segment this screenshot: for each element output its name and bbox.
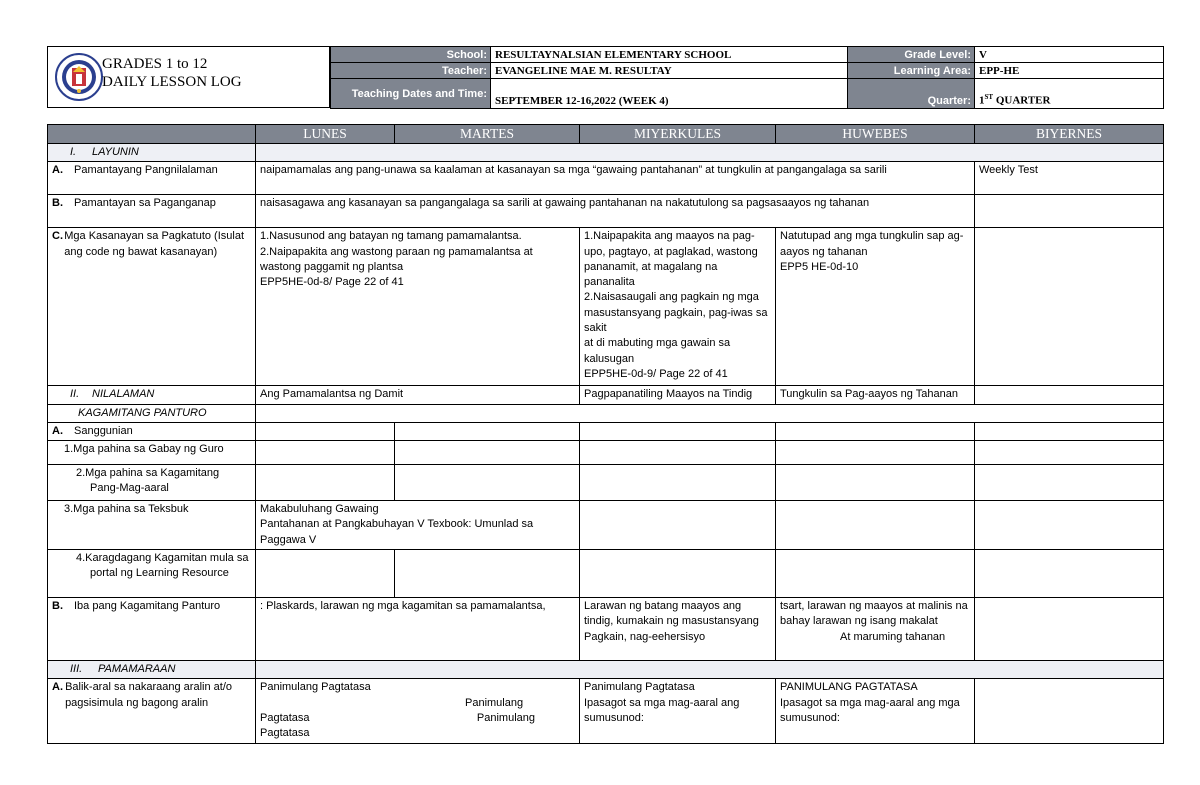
content-cell: naipamamalas ang pang-unawa sa kaalaman at kasanayan sa mga “gawaing pantahanan” at tungkulin at pangangalaga sa sarili	[256, 162, 975, 195]
dates-label: Teaching Dates and Time:	[331, 79, 491, 109]
balik-lunes-cell: Panimulang Pagtatasa Panimulang Pagtatasa Panimulang Pagtatasa	[256, 679, 580, 743]
brand-title	[102, 55, 242, 91]
row-karagdagang-kagamitan	[48, 550, 1164, 598]
lesson-log-table	[47, 124, 1164, 744]
day-header-row	[48, 125, 1164, 144]
teacher-value: EVANGELINE MAE M. RESULTAY	[491, 63, 848, 79]
row-pamantayan-sa-paganganap: B. Pamantayan sa Paganganap naisasagawa ang kasanayan sa pangangalaga sa sarili at gawaing pantahanan na nakatutulong sa pagsasaayos ng tahanan	[48, 195, 1164, 228]
school-value: RESULTAYNALSIAN ELEMENTARY SCHOOL	[491, 47, 848, 63]
section-title: NILALAMAN	[92, 388, 155, 401]
grade-value: V	[975, 47, 1164, 63]
iba-huwebes-cell: tsart, larawan ng maayos at malinis na bahay larawan ng isang makalat At maruming tahanan	[776, 598, 975, 661]
row-label: Pamantayang Pangnilalaman	[74, 164, 218, 177]
brand-box	[47, 46, 330, 108]
row-gabay-guro	[48, 441, 1164, 465]
section-pamamaraan: III. PAMAMARAAN	[48, 661, 1164, 679]
grade-label: Grade Level:	[848, 47, 975, 63]
area-label: Learning Area:	[848, 63, 975, 79]
friday-cell: Weekly Test	[975, 162, 1164, 195]
area-value: EPP-HE	[975, 63, 1164, 79]
title-line-1: GRADES 1 to 12	[102, 56, 208, 72]
content-cell: naisasagawa ang kasanayan sa pangangalaga sa sarili at gawaing pantahanan na nakatutulong sa pagsasaayos ng tahanan	[256, 195, 975, 228]
quarter-value: 1ST QUARTER	[975, 79, 1164, 109]
row-label: Pamantayan sa Paganganap	[74, 197, 216, 210]
row-kagamitang-panturo	[48, 404, 1164, 422]
row-kagamitang-mag-aaral	[48, 465, 1164, 501]
teacher-label: Teacher:	[331, 63, 491, 79]
title-line-2: DAILY LESSON LOG	[102, 74, 242, 90]
miyerkules-cell: 1.Naipapakita ang maayos na pag-upo, pagtayo, at paglakad, wastong pananamit, at magalang na pananalita 2.Naisasaugali ang pagkain ng mga masustansyang pagkain, pag-iwas sa sakit at di mabuting mga gawain sa kalusugan EPP5HE-0d-9/ Page 22 of 41	[580, 228, 776, 386]
day-huwebes: HUWEBES	[776, 125, 975, 144]
nilalaman-miyerkules: Pagpapanatiling Maayos na Tindig	[580, 386, 776, 404]
day-lunes: LUNES	[256, 125, 395, 144]
day-biyernes: BIYERNES	[975, 125, 1164, 144]
dates-value: SEPTEMBER 12-16,2022 (WEEK 4)	[491, 79, 848, 109]
iba-lunes-cell: : Plaskards, larawan ng mga kagamitan sa pamamalantsa,	[256, 598, 580, 661]
row-pamantayang-pangnilalaman: A. Pamantayang Pangnilalaman naipamamalas ang pang-unawa sa kaalaman at kasanayan sa mga “gawaing pantahanan” at tungkulin at pangangalaga sa sarili Weekly Test	[48, 162, 1164, 195]
balik-miyerkules-cell: Panimulang Pagtatasa Ipasagot sa mga mag-aaral ang sumusunod:	[580, 679, 776, 743]
section-title: KAGAMITANG PANTURO	[48, 404, 256, 422]
row-label: Sanggunian	[74, 424, 133, 437]
teksbuk-cell: Makabuluhang Gawaing Pantahanan at Pangkabuhayan V Texbook: Umunlad sa Paggawa V	[256, 501, 580, 550]
huwebes-cell: Natutupad ang mga tungkulin sap ag-aayos ng tahanan EPP5 HE-0d-10	[776, 228, 975, 386]
row-nilalaman: II. NILALAMAN Ang Pamamalantsa ng Damit Pagpapanatiling Maayos na Tindig Tungkulin sa Pag-aayos ng Tahanan	[48, 386, 1164, 404]
nilalaman-huwebes: Tungkulin sa Pag-aayos ng Tahanan	[776, 386, 975, 404]
lunes-martes-cell: 1.Nasusunod ang batayan ng tamang pamamalantsa. 2.Naipapakita ang wastong paraan ng pamamalantsa at wastong paggamit ng plantsa EPP5HE-0d-8/ Page 22 of 41	[256, 228, 580, 386]
row-label: 1.Mga pahina sa Gabay ng Guro	[48, 441, 256, 465]
section-title: PAMAMARAAN	[98, 663, 176, 676]
section-layunin: I. LAYUNIN	[48, 144, 1164, 162]
row-label: 2.Mga pahina sa Kagamitang Pang-Mag-aaral	[48, 465, 256, 501]
school-label: School:	[331, 47, 491, 63]
deped-seal-icon	[54, 52, 104, 102]
row-label: 4.Karagdagang Kagamitan mula sa portal ng Learning Resource	[48, 550, 256, 598]
row-teksbuk	[48, 501, 1164, 550]
row-kasanayan: C. Mga Kasanayan sa Pagkatuto (Isulat ang code ng bawat kasanayan) 1.Nasusunod ang batayan ng tamang pamamalantsa. 2.Naipapakita ang wastong paraan ng pamamalantsa at wastong paggamit ng plantsa EPP5HE-0d-8/ Page 22 of 41 1.Naipapakita ang maayos na pag-upo, pagtayo, at paglakad, wastong pananamit, at magalang na pananalita 2.Naisasaugali ang pagkain ng mga masustansyang pagkain, pag-iwas sa sakit at di mabuting mga gawain sa kalusugan EPP5HE-0d-9/ Page 22 of 41 Natutupad ang mga tungkulin sap ag-aayos ng tahanan EPP5 HE-0d-10	[48, 228, 1164, 386]
row-balik-aral: A. Balik-aral sa nakaraang aralin at/o pagsisimula ng bagong aralin Panimulang Pagtatasa Panimulang Pagtatasa Panimulang Pagtatasa Panimulang Pagtatasa Ipasagot sa mga mag-aaral ang sumusunod: PANIMULANG PAGTATASA Ipasagot sa mga mag-aaral ang mga sumusunod:	[48, 679, 1164, 743]
section-title: LAYUNIN	[92, 146, 139, 158]
row-label: Mga Kasanayan sa Pagkatuto (Isulat ang code ng bawat kasanayan)	[64, 230, 245, 258]
nilalaman-lunes: Ang Pamamalantsa ng Damit	[256, 386, 580, 404]
day-miyerkules: MIYERKULES	[580, 125, 776, 144]
iba-miyerkules-cell: Larawan ng batang maayos ang tindig, kumakain ng masustansyang Pagkain, nag-eehersisyo	[580, 598, 776, 661]
quarter-label: Quarter:	[848, 79, 975, 109]
header-info-table	[330, 46, 1164, 109]
row-label: Iba pang Kagamitang Panturo	[74, 600, 221, 613]
row-iba-pang-kagamitan: B. Iba pang Kagamitang Panturo : Plaskards, larawan ng mga kagamitan sa pamamalantsa, Larawan ng batang maayos ang tindig, kumakain ng masustansyang Pagkain, nag-eehersisyo tsart, larawan ng maayos at malinis na bahay larawan ng isang makalat At maruming tahanan	[48, 598, 1164, 661]
day-martes: MARTES	[395, 125, 580, 144]
balik-huwebes-cell: PANIMULANG PAGTATASA Ipasagot sa mga mag-aaral ang mga sumusunod:	[776, 679, 975, 743]
row-label: 3.Mga pahina sa Teksbuk	[48, 501, 256, 550]
row-label: Balik-aral sa nakaraang aralin at/o pagsisimula ng bagong aralin	[65, 681, 232, 709]
row-sanggunian: A. Sanggunian	[48, 422, 1164, 440]
